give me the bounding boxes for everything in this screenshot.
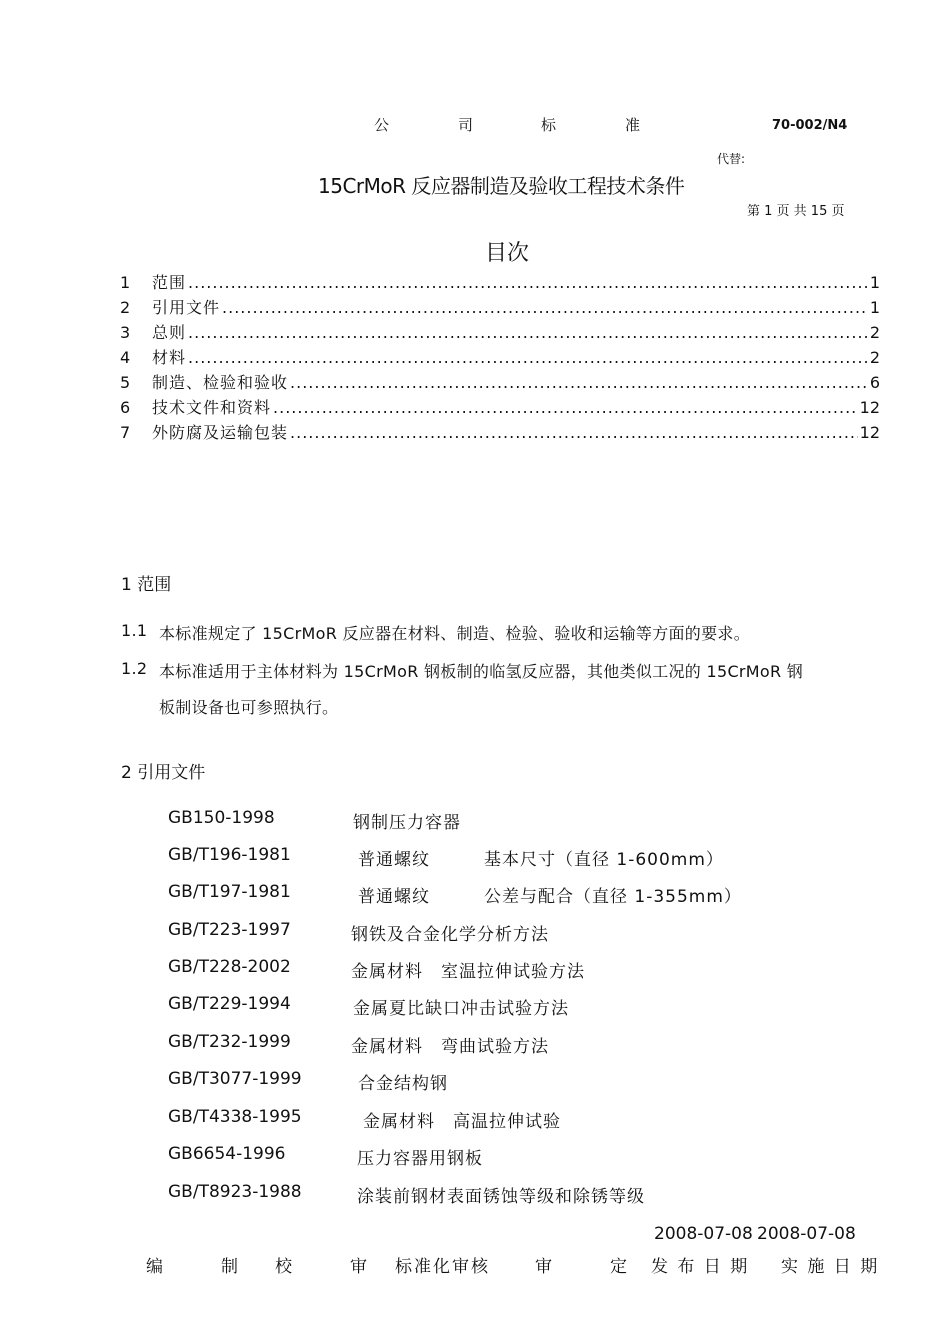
reference-title: 金属材料 弯曲试验方法 <box>351 1037 549 1057</box>
toc-item <box>120 295 880 320</box>
toc-item-number: 1 <box>120 273 131 292</box>
effective-date: 2008-07-08 <box>757 1224 856 1244</box>
reference-code: GB/T3077-1999 <box>168 1069 302 1089</box>
toc-item-page: 12 <box>859 398 880 417</box>
toc-item-number: 5 <box>120 373 131 392</box>
reference-title: 普通螺纹 基本尺寸（直径 1-600mm） <box>358 850 724 870</box>
footer-label-reviewed: 校 审 <box>275 1257 375 1277</box>
toc-item <box>120 320 880 345</box>
reference-title: 压力容器用钢板 <box>357 1149 483 1169</box>
reference-title: 合金结构钢 <box>358 1074 448 1094</box>
toc-item-number: 7 <box>120 423 131 442</box>
toc-leader-dots <box>290 373 868 392</box>
reference-title: 普通螺纹 公差与配合（直径 1-355mm） <box>358 887 742 907</box>
reference-code: GB/T232-1999 <box>168 1032 291 1052</box>
toc-item-label: 范围 <box>152 273 187 292</box>
section-heading-references: 2 引用文件 <box>121 763 206 783</box>
clause-text: 本标准适用于主体材料为 15CrMoR 钢板制的临氢反应器，其他类似工况的 15CrMoR 钢 <box>159 662 804 681</box>
toc-item-label: 材料 <box>152 348 187 367</box>
toc-item-label: 引用文件 <box>152 298 221 317</box>
toc-item <box>120 270 880 295</box>
toc-item <box>120 420 880 445</box>
reference-code: GB/T197-1981 <box>168 882 291 902</box>
clause-text-continued: 板制设备也可参照执行。 <box>159 698 339 717</box>
clause-number: 1.2 <box>121 659 148 678</box>
header-standard-char: 标 <box>541 116 557 134</box>
reference-title: 金属夏比缺口冲击试验方法 <box>353 999 569 1019</box>
header-company-char: 公 <box>374 116 390 134</box>
toc-item <box>120 395 880 420</box>
toc-leader-dots <box>188 323 868 342</box>
header-standard-char: 准 <box>625 116 641 134</box>
reference-code: GB/T228-2002 <box>168 957 291 977</box>
footer-label-publish-date: 发 布 日 期 <box>651 1257 750 1277</box>
toc-item-page: 12 <box>859 423 880 442</box>
toc-item-number: 2 <box>120 298 131 317</box>
toc-item-label: 总则 <box>152 323 187 342</box>
toc-item-page: 2 <box>869 348 880 367</box>
document-title: 15CrMoR 反应器制造及验收工程技术条件 <box>318 174 685 198</box>
toc-leader-dots <box>273 398 858 417</box>
toc-leader-dots <box>188 348 868 367</box>
toc-item-label: 外防腐及运输包装 <box>152 423 289 442</box>
toc-leader-dots <box>188 273 868 292</box>
footer-label-effective-date: 实 施 日 期 <box>781 1257 880 1277</box>
toc-title: 目次 <box>485 241 530 266</box>
publish-date: 2008-07-08 <box>654 1224 753 1244</box>
document-code: 70-002/N4 <box>772 118 848 133</box>
footer-label-approved: 审 定 <box>535 1257 635 1277</box>
reference-code: GB150-1998 <box>168 808 275 828</box>
toc-item-label: 制造、检验和验收 <box>152 373 289 392</box>
reference-title: 钢铁及合金化学分析方法 <box>351 925 549 945</box>
toc-item <box>120 370 880 395</box>
replaces-label: 代替: <box>717 152 746 166</box>
toc-item <box>120 345 880 370</box>
table-of-contents <box>120 270 880 445</box>
toc-item-page: 2 <box>869 323 880 342</box>
section-heading-scope: 1 范围 <box>121 575 172 595</box>
footer-label-compiled: 编 制 <box>146 1257 246 1277</box>
reference-code: GB/T223-1997 <box>168 920 291 940</box>
toc-item-page: 1 <box>869 273 880 292</box>
toc-item-page: 1 <box>869 298 880 317</box>
page-info: 第 1 页 共 15 页 <box>747 204 845 219</box>
toc-item-number: 6 <box>120 398 131 417</box>
clause-number: 1.1 <box>121 621 148 640</box>
footer-label-standardization: 标准化审核 <box>395 1257 490 1277</box>
reference-title: 钢制压力容器 <box>353 813 461 833</box>
toc-item-page: 6 <box>869 373 880 392</box>
reference-code: GB/T4338-1995 <box>168 1107 302 1127</box>
clause-text: 本标准规定了 15CrMoR 反应器在材料、制造、检验、验收和运输等方面的要求。 <box>159 624 750 643</box>
reference-code: GB6654-1996 <box>168 1144 286 1164</box>
toc-item-label: 技术文件和资料 <box>152 398 272 417</box>
header-company-char: 司 <box>458 116 474 134</box>
reference-title: 金属材料 高温拉伸试验 <box>363 1112 561 1132</box>
toc-leader-dots <box>222 298 868 317</box>
reference-title: 金属材料 室温拉伸试验方法 <box>351 962 585 982</box>
reference-code: GB/T229-1994 <box>168 994 291 1014</box>
toc-leader-dots <box>290 423 858 442</box>
reference-code: GB/T8923-1988 <box>168 1182 302 1202</box>
toc-item-number: 4 <box>120 348 131 367</box>
reference-title: 涂装前钢材表面锈蚀等级和除锈等级 <box>357 1187 645 1207</box>
reference-code: GB/T196-1981 <box>168 845 291 865</box>
toc-item-number: 3 <box>120 323 131 342</box>
